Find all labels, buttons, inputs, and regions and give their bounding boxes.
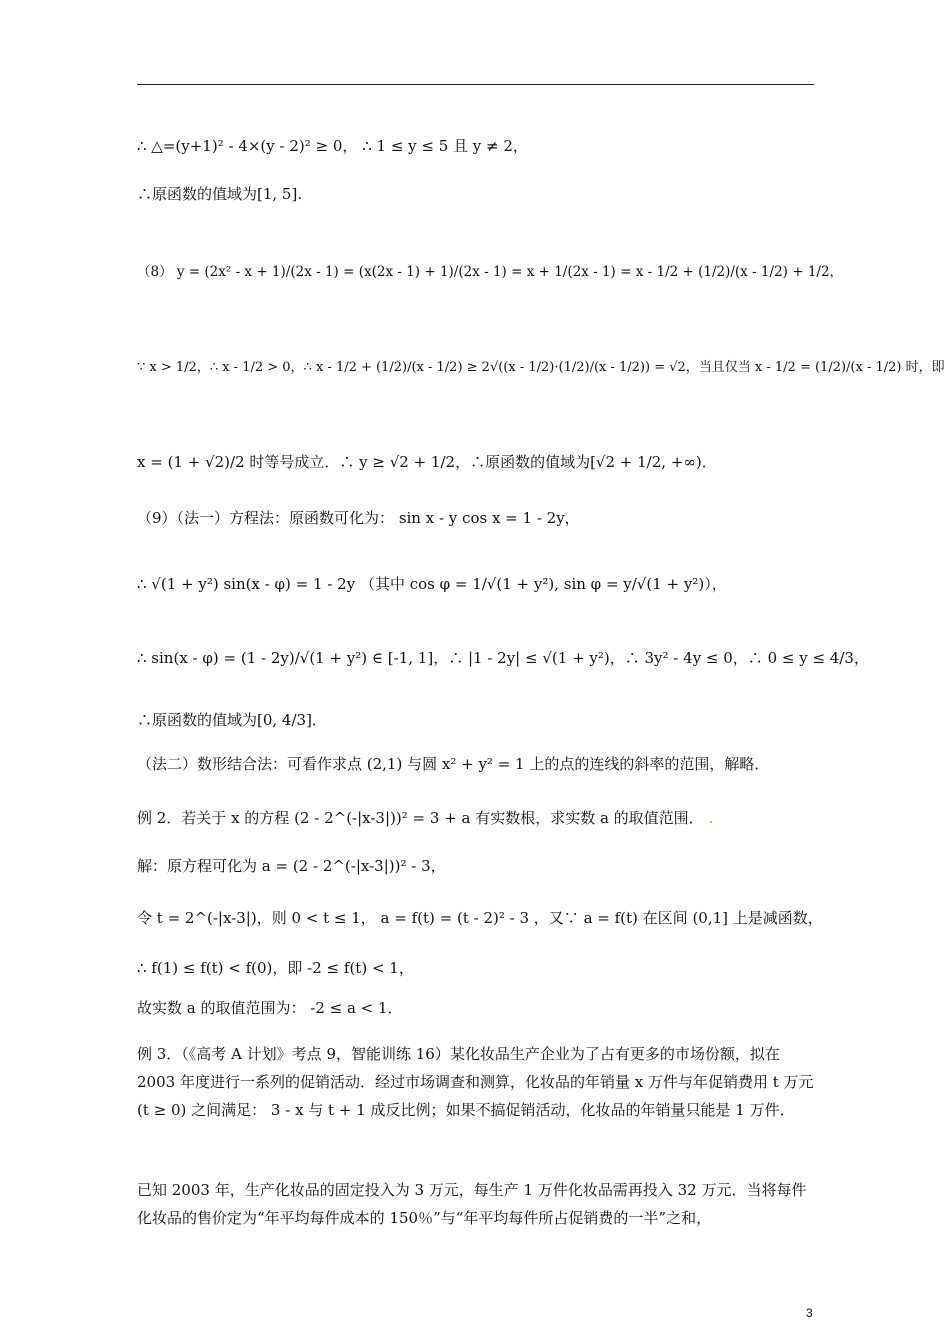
math-line-4: ∵ x > 1/2，∴ x - 1/2 > 0，∴ x - 1/2 + (1/2)/(x - 1/2) ≥ 2√((x - 1/2)·(1/2)/(x - 1/2)) = √2，当且仅当 x - 1/2 = (1/2)/(x - 1/2) 时，即 <box>137 360 945 375</box>
math-line-6: （9）（法一）方程法：原函数可化为： sin x - y cos x = 1 - 2y， <box>137 509 580 527</box>
math-line-5: x = (1 + √2)/2 时等号成立．∴ y ≥ √2 + 1/2，∴原函数的值域为[√2 + 1/2, +∞)． <box>137 453 717 471</box>
math-line-9: ∴原函数的值域为[0, 4/3]． <box>137 711 327 729</box>
math-line-10: （法二）数形结合法：可看作求点 (2,1) 与圆 x² + y² = 1 上的点的连线的斜率的范围，解略． <box>137 755 770 773</box>
math-line-2: ∴原函数的值域为[1, 5]. <box>137 185 303 203</box>
page-number: 3 <box>806 1306 813 1320</box>
solution-line-4: 故实数 a 的取值范围为： -2 ≤ a < 1． <box>137 999 403 1017</box>
example-3-continued-paragraph: 已知 2003 年，生产化妆品的固定投入为 3 万元，每生产 1 万件化妆品需再投入 32 万元．当将每件化妆品的售价定为“年平均每件成本的 150％”与“年平均每件所占促销费的一半”之和， <box>137 1181 807 1227</box>
solution-line-2: 令 t = 2^(-|x-3|)，则 0 < t ≤ 1， a = f(t) = (t - 2)² - 3 ，又∵ a = f(t) 在区间 (0,1] 上是减函数， <box>137 909 823 927</box>
header-rule <box>137 84 814 85</box>
math-line-7: ∴ √(1 + y²) sin(x - φ) = 1 - 2y （其中 cos φ = 1/√(1 + y²), sin φ = y/√(1 + y²)）， <box>137 575 727 593</box>
example-3-paragraph: 例 3．（《高考 A 计划》考点 9，智能训练 16）某化妆品生产企业为了占有更多的市场份额，拟在 2003 年度进行一系列的促销活动．经过市场调查和测算，化妆品的年销量 x 万件与年促销费用 t 万元 (t ≥ 0) 之间满足： 3 - x 与 t + 1 成反比例；如果不搞促销活动，化妆品的年销量只能是 1 万件． <box>137 1045 814 1119</box>
math-line-3: （8） y = (2x² - x + 1)/(2x - 1) = (x(2x - 1) + 1)/(2x - 1) = x + 1/(2x - 1) = x - 1/2 + (1/2)/(x - 1/2) + 1/2， <box>137 264 844 280</box>
solution-line-1: 解：原方程可化为 a = (2 - 2^(-|x-3|))² - 3， <box>137 857 446 875</box>
decorative-dot: . <box>708 809 714 827</box>
math-line-8: ∴ sin(x - φ) = (1 - 2y)/√(1 + y²) ∈ [-1, 1]，∴ |1 - 2y| ≤ √(1 + y²)，∴ 3y² - 4y ≤ 0，∴ 0 ≤ y ≤ 4/3， <box>137 649 869 667</box>
solution-line-3: ∴ f(1) ≤ f(t) < f(0)，即 -2 ≤ f(t) < 1， <box>137 959 414 977</box>
example-2-text: 例 2．若关于 x 的方程 (2 - 2^(-|x-3|))² = 3 + a 有实数根，求实数 a 的取值范围． <box>137 809 704 827</box>
example-2-line <box>137 808 713 828</box>
math-line-1: ∴ △=(y+1)² - 4×(y - 2)² ≥ 0， ∴ 1 ≤ y ≤ 5 且 y ≠ 2， <box>137 137 528 155</box>
